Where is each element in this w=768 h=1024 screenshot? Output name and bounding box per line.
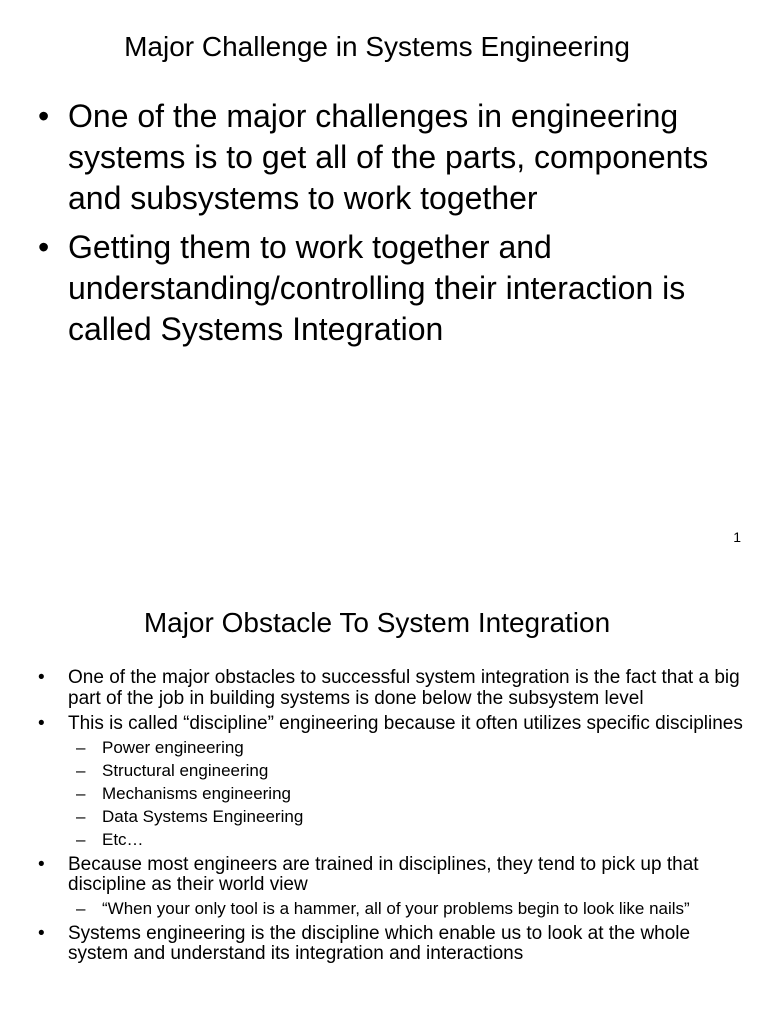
sub-bullet-item	[76, 760, 748, 781]
dash-icon: –	[76, 737, 86, 757]
sub-bullet-item	[76, 737, 748, 758]
bullet-text: One of the major challenges in engineering systems is to get all of the parts, components and subsystems to work together	[68, 98, 709, 216]
slide-2-bullet-1	[38, 667, 748, 709]
sub-bullet-text: “When your only tool is a hammer, all of your problems begin to look like nails”	[102, 898, 690, 918]
bullet-icon: •	[38, 922, 45, 944]
slide-1-title: Major Challenge in Systems Engineering	[124, 31, 630, 62]
sub-bullet-text: Etc…	[102, 829, 144, 849]
bullet-icon: •	[38, 713, 45, 734]
sub-bullet-text: Data Systems Engineering	[102, 806, 304, 826]
bullet-icon: •	[38, 667, 45, 688]
sub-bullet-text: Mechanisms engineering	[102, 783, 291, 803]
dash-icon: –	[76, 806, 86, 826]
bullet-text: Because most engineers are trained in disciplines, they tend to pick up that discipline as their world view	[68, 853, 699, 895]
dash-icon: –	[76, 760, 86, 780]
sub-bullet-item	[76, 829, 748, 850]
slide-2-title: Major Obstacle To System Integration	[143, 607, 611, 638]
slide-1-bullet-2	[38, 227, 728, 350]
slide-2-bullet-2	[38, 713, 748, 850]
bullet-text: This is called “discipline” engineering because it often utilizes specific disciplines	[68, 713, 743, 734]
slide-2-bullet-3	[38, 853, 748, 919]
sub-bullet-list	[68, 898, 748, 919]
sub-bullet-item	[76, 898, 748, 919]
sub-bullet-text: Structural engineering	[102, 760, 269, 780]
slide-2-bullet-4	[38, 922, 748, 965]
dash-icon: –	[76, 829, 86, 849]
bullet-text: Getting them to work together and understanding/controlling their interaction is called Systems Integration	[68, 229, 686, 347]
slide-1-bullet-list	[38, 96, 728, 358]
dash-icon: –	[76, 783, 86, 803]
bullet-text: Systems engineering is the discipline which enable us to look at the whole system and understand its integration and interactions	[68, 922, 691, 964]
dash-icon: –	[76, 898, 86, 918]
slide-2	[0, 576, 768, 1024]
sub-bullet-list	[68, 737, 748, 850]
sub-bullet-text: Power engineering	[102, 737, 244, 757]
bullet-icon: •	[38, 229, 50, 265]
slide-2-bullet-list	[38, 667, 748, 970]
sub-bullet-item	[76, 783, 748, 804]
bullet-icon: •	[38, 98, 50, 134]
slide-1-bullet-1	[38, 96, 728, 219]
bullet-icon: •	[38, 853, 45, 875]
sub-bullet-item	[76, 806, 748, 827]
slide-number: 1	[733, 529, 741, 545]
bullet-text: One of the major obstacles to successful system integration is the fact that a big part of the job in building systems is done below the subsystem level	[68, 667, 740, 709]
